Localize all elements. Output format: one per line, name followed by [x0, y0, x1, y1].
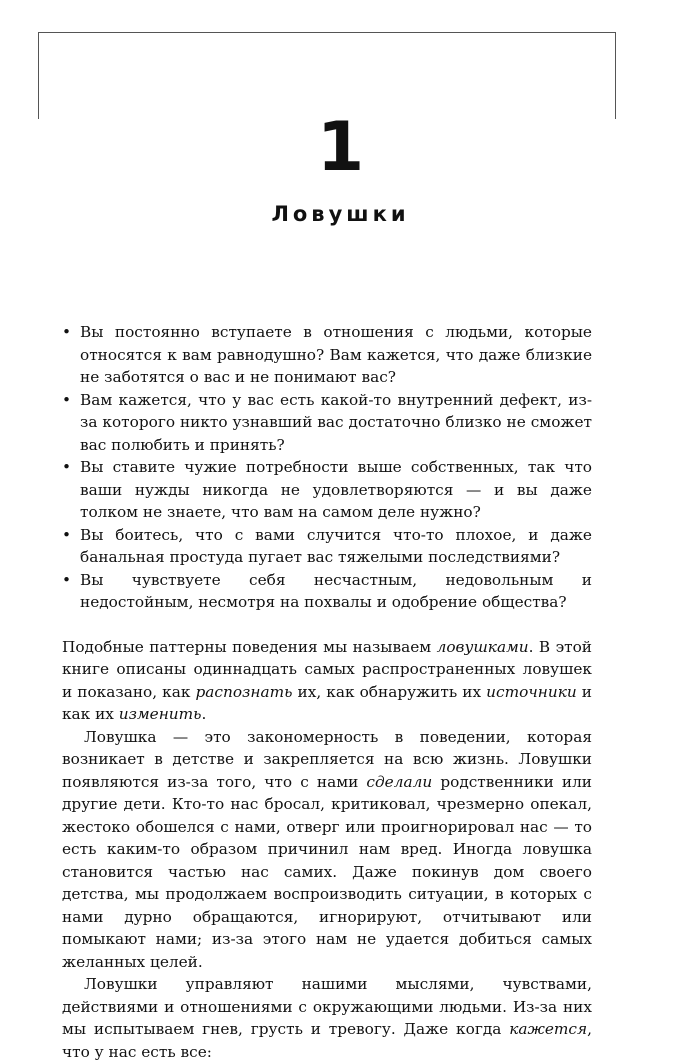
emphasis-run: сделали [366, 772, 433, 791]
emphasis-run: изменить [118, 705, 202, 723]
text-run: , что у нас есть все: [62, 1020, 592, 1061]
emphasis-run: ловушками [436, 637, 529, 656]
bullet-icon: • [62, 323, 72, 341]
text-run: Ловушки управляют нашими мыслями, чувствами, действиями и отношениями с окружающими людьми. Из-за них мы испытываем гнев, грусть и тревогу. Даже когда [62, 975, 592, 1038]
text-run: Ловушка — это закономерность в поведении, которая возникает в детстве и закрепляется на всю жизнь. Ловушки появляются из-за того, что с нами [62, 727, 592, 791]
chapter-header-frame [38, 32, 616, 119]
text-run: . [201, 705, 207, 723]
list-item-text: Вы боитесь, что с вами случится что-то плохое, и даже банальная простуда пугает вас тяжелыми последствиями? [80, 525, 592, 566]
chapter-number: 1 [316, 108, 365, 187]
list-item [62, 524, 592, 569]
list-item-text: Вы постоянно вступаете в отношения с людьми, которые относятся к вам равнодушно? Вам кажется, что даже близкие не заботятся о вас и не понимают вас? [80, 323, 592, 386]
paragraph-effects [62, 973, 592, 1063]
page-body [62, 321, 592, 1063]
chapter-title: Ловушки [271, 202, 410, 226]
bullet-icon: • [62, 390, 72, 409]
list-item-text: Вам кажется, что у вас есть какой-то внутренний дефект, из-за которого никто узнавший вас достаточно близко не сможет вас полюбить и принять? [80, 390, 592, 454]
list-item [62, 321, 592, 389]
question-list [62, 321, 592, 614]
text-run: и как их [62, 682, 593, 723]
list-item [62, 569, 592, 614]
text-run: . В этой книге описаны одиннадцать самых распространенных ловушек и показано, как [62, 637, 593, 701]
emphasis-run: кажется [509, 1020, 588, 1038]
list-item-text: Вы ставите чужие потребности выше собственных, так что ваши нужды никогда не удовлетворяются — и вы даже толком не знаете, что вам на самом деле нужно? [80, 458, 592, 521]
list-item [62, 389, 592, 457]
text-run: их, как обнаружить их [292, 682, 487, 701]
bullet-icon: • [62, 458, 72, 476]
list-item-text: Вы чувствуете себя несчастным, недовольным и недостойным, несмотря на похвалы и одобрение общества? [80, 570, 592, 611]
bullet-icon: • [62, 570, 72, 589]
list-item [62, 456, 592, 524]
text-run: Подобные паттерны поведения мы называем [62, 637, 437, 656]
paragraph-definition [62, 726, 592, 974]
emphasis-run: источники [486, 682, 577, 701]
paragraph-intro [62, 636, 592, 726]
text-run: родственники или другие дети. Кто-то нас бросал, критиковал, чрезмерно опекал, жестоко обошелся с нами, отверг или проигнорировал нас — то есть каким-то образом причинил нам вред. Иногда ловушка становится частью нас самих. Даже покинув дом своего детства, мы продолжаем воспроизводить ситуации, в которых с нами дурно обращаются, игнорируют, отчитывают или помыкают нами; из-за этого нам не удается добиться самых желанных целей. [62, 772, 592, 971]
bullet-icon: • [62, 525, 72, 544]
emphasis-run: распознать [195, 682, 293, 701]
